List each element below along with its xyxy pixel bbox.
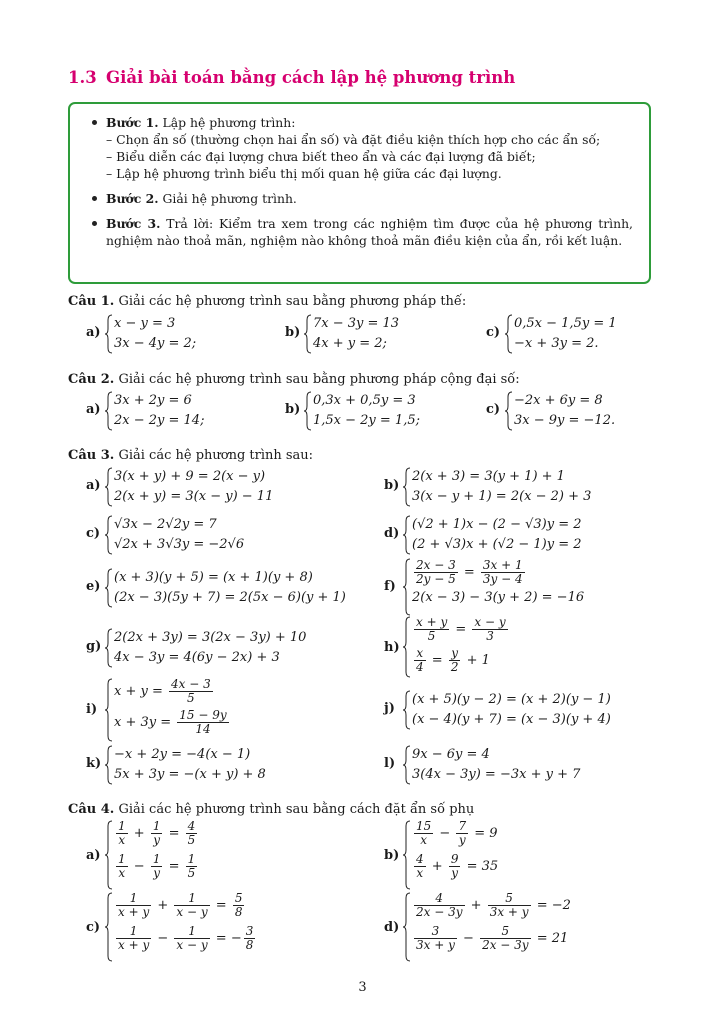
equation: (2x − 3)(5y + 7) = 2(5x − 6)(y + 1) — [114, 590, 346, 605]
equation-system — [104, 515, 244, 555]
equation-system — [104, 678, 231, 736]
step-1 — [106, 114, 633, 182]
denominator: y — [451, 866, 459, 880]
denominator: 8 — [234, 905, 243, 919]
operator: − — [439, 826, 451, 841]
item-letter: b) — [285, 325, 301, 340]
fraction — [449, 853, 461, 880]
page-number: 3 — [358, 980, 367, 995]
step-1-sub-1: – Chọn ẩn số (thường chọn hai ẩn số) và đặt điều kiện thích hợp cho các ẩn số; — [106, 132, 601, 147]
denominator: 14 — [195, 722, 211, 736]
denominator: x — [118, 866, 126, 880]
denominator: y — [458, 833, 466, 847]
operator: + — [157, 898, 169, 913]
numerator: 5 — [480, 925, 531, 939]
numerator: 3 — [245, 924, 254, 938]
equation-system — [402, 745, 580, 785]
equation: 2(x + y) = 3(x − y) − 11 — [114, 489, 274, 504]
equation-system: $\frac{15}{x}$ − $\frac{7}{y}$ = 9 $\frac{4}{x}$ + $\frac{9}{y}$ = 35 — [402, 820, 498, 880]
brace-icon — [104, 467, 113, 507]
item-letter: a) — [86, 325, 101, 340]
brace-icon — [402, 616, 411, 678]
fraction — [116, 892, 151, 919]
denominator: x — [416, 866, 424, 880]
equation: (2 + √3)x + (√2 − 1)y = 2 — [412, 537, 582, 552]
item-letter: b) — [285, 402, 301, 417]
denominator: 5 — [187, 866, 196, 880]
brace-icon — [104, 568, 113, 608]
item-letter: j) — [384, 701, 395, 716]
fraction — [414, 853, 426, 880]
item-letter: d) — [384, 526, 400, 541]
operator: − — [463, 931, 474, 946]
brace-icon — [402, 515, 411, 555]
numerator: 1 — [174, 925, 209, 939]
brace-icon — [504, 391, 513, 431]
fraction — [244, 925, 256, 952]
denominator: 2y − 5 — [416, 572, 456, 586]
numerator: 7 — [458, 819, 467, 833]
equation-system — [104, 467, 273, 507]
brace-icon — [104, 391, 113, 431]
brace-icon — [402, 745, 411, 785]
equation-system: $\frac{2x - 3}{2y - 5}$ = $\frac{3x + 1}{3y - 4}$ 2(x − 3) − 3(y + 2) = −16 — [402, 558, 584, 606]
denominator: 2x − 3y — [482, 938, 529, 952]
numerator: x — [414, 647, 426, 661]
brace-icon — [303, 314, 312, 354]
denominator: y — [153, 833, 161, 847]
item-letter: a) — [86, 402, 101, 417]
numerator: 1 — [118, 819, 126, 833]
equation: 0,5x − 1,5y = 1 — [514, 316, 617, 331]
section-title — [68, 68, 515, 87]
step-3-text: Trả lời: Kiểm tra xem trong các nghiệm tìm được của hệ phương trình, nghiệm nào thoả mãn, nghiệm nào không thoả mãn điều kiện của ẩn, rồi kết luận. — [106, 216, 633, 248]
operator: + — [133, 826, 145, 841]
operator: − — [157, 931, 169, 946]
brace-icon — [504, 314, 513, 354]
question-1-label: Câu 1. — [68, 294, 115, 309]
step-3-label: Bước 3. — [106, 216, 161, 231]
fraction — [414, 925, 457, 952]
denominator: x + y — [118, 938, 150, 952]
numerator: x − y — [474, 615, 506, 629]
fraction — [449, 647, 461, 674]
question-3-text: Giải các hệ phương trình sau: — [118, 448, 314, 463]
numerator: 1 — [174, 892, 209, 906]
equation: (x + 3)(y + 5) = (x + 1)(y + 8) — [114, 570, 313, 585]
brace-icon — [104, 820, 113, 890]
brace-icon — [402, 558, 411, 616]
item-letter: b) — [384, 848, 400, 863]
fraction — [116, 925, 151, 952]
equation: 2x − 2y = 14; — [114, 413, 205, 428]
numerator: y — [449, 647, 461, 661]
equation: (√2 + 1)x − (2 − √3)y = 2 — [412, 517, 582, 532]
fraction — [414, 559, 458, 586]
denominator: x − y — [176, 905, 208, 919]
steps-box — [68, 102, 651, 284]
item-letter: a) — [86, 478, 101, 493]
question-2-label: Câu 2. — [68, 372, 115, 387]
brace-icon — [402, 892, 411, 962]
equation: √3x − 2√2y = 7 — [114, 517, 217, 532]
equation: 4x + y = 2; — [313, 336, 387, 351]
item-letter: c) — [86, 920, 101, 935]
equation-system — [402, 690, 611, 730]
equation: 3x + 2y = 6 — [114, 393, 192, 408]
equation-system: $\frac{4}{2x - 3y}$ + $\frac{5}{3x + y}$ = −2 $\frac{3}{3x + y}$ − $\frac{5}{2x - 3y}$ = 21 — [402, 892, 571, 952]
numerator: 5 — [234, 891, 243, 905]
fraction — [488, 892, 531, 919]
brace-icon — [402, 690, 411, 730]
result: 9 — [489, 826, 498, 841]
item-letter: f) — [384, 579, 396, 594]
equation-system — [104, 391, 204, 431]
step-1-sub-3: – Lập hệ phương trình biểu thị mối quan hệ giữa các đại lượng. — [106, 166, 502, 181]
numerator: 3 — [414, 925, 457, 939]
brace-icon — [303, 391, 312, 431]
denominator: 5 — [187, 691, 195, 705]
numerator: 5 — [488, 892, 531, 906]
fraction — [414, 892, 465, 919]
equation: −x + 3y = 2. — [514, 336, 599, 351]
denominator: 8 — [245, 938, 254, 952]
brace-icon — [104, 678, 113, 742]
equation-system — [303, 391, 420, 431]
equation: 3(x − y + 1) = 2(x − 2) + 3 — [412, 489, 592, 504]
fraction — [233, 892, 245, 919]
item-letter: e) — [86, 579, 101, 594]
equation-system — [504, 314, 617, 354]
denominator: x − y — [176, 938, 208, 952]
section-number: 1.3 — [68, 68, 97, 87]
equation: (x − 4)(y + 7) = (x − 3)(y + 4) — [412, 712, 611, 727]
equation: −2x + 6y = 8 — [514, 393, 603, 408]
equation: 3x − 9y = −12. — [514, 413, 616, 428]
numerator: 4x − 3 — [171, 677, 211, 691]
equation-system — [104, 314, 196, 354]
brace-icon — [104, 892, 113, 962]
result: 21 — [551, 931, 569, 946]
numerator: 9 — [450, 852, 459, 866]
numerator: 1 — [116, 925, 151, 939]
section-title-text: Giải bài toán bằng cách lập hệ phương trình — [106, 68, 516, 87]
item-letter: c) — [486, 325, 501, 340]
equation: (x + 5)(y − 2) = (x + 2)(y − 1) — [412, 692, 611, 707]
equation-system — [104, 628, 306, 668]
equation-system — [402, 467, 591, 507]
brace-icon — [104, 515, 113, 555]
fraction — [116, 820, 128, 847]
brace-icon — [402, 467, 411, 507]
item-letter: d) — [384, 920, 400, 935]
denominator: 2x − 3y — [416, 905, 463, 919]
equation-system — [402, 515, 582, 555]
question-4-text: Giải các hệ phương trình sau bằng cách đặt ẩn số phụ — [118, 802, 475, 817]
equation: x − y = 3 — [114, 316, 176, 331]
brace-icon — [402, 820, 411, 890]
brace-icon — [104, 628, 113, 668]
item-letter: l) — [384, 756, 396, 771]
denominator: 3x + y — [489, 905, 529, 919]
equation-system — [104, 745, 266, 785]
denominator: 5 — [427, 629, 436, 643]
step-1-label: Bước 1. — [106, 115, 159, 130]
item-letter: i) — [86, 702, 98, 717]
fraction — [414, 820, 433, 847]
fraction — [151, 853, 163, 880]
numerator: 4 — [416, 852, 424, 866]
step-1-sub-2: – Biểu diễn các đại lượng chưa biết theo ẩn và các đại lượng đã biết; — [106, 149, 536, 164]
brace-icon — [104, 745, 113, 785]
equation: 2(x − 3) − 3(y + 2) = −16 — [412, 590, 585, 605]
fraction — [481, 559, 525, 586]
numerator: 3x + 1 — [482, 558, 523, 572]
denominator: x — [118, 833, 126, 847]
equation: 0,3x + 0,5y = 3 — [313, 393, 416, 408]
denominator: y — [153, 866, 161, 880]
equation-lhs: x + y = — [114, 684, 163, 699]
step-3 — [106, 215, 633, 249]
step-2 — [106, 190, 633, 207]
numerator: 1 — [116, 892, 151, 906]
item-letter: c) — [486, 402, 501, 417]
question-2-text: Giải các hệ phương trình sau bằng phương pháp cộng đại số: — [118, 372, 520, 387]
numerator: 1 — [152, 819, 161, 833]
denominator: 4 — [416, 660, 424, 674]
item-letter: a) — [86, 848, 101, 863]
item-letter: b) — [384, 478, 400, 493]
question-1-text: Giải các hệ phương trình sau bằng phương pháp thế: — [118, 294, 467, 309]
equation-system — [303, 314, 399, 354]
numerator: 4 — [414, 892, 465, 906]
question-3-label: Câu 3. — [68, 448, 115, 463]
equation-tail: + 1 — [466, 653, 490, 668]
equation: 4x − 3y = 4(6y − 2x) + 3 — [114, 650, 280, 665]
equation-system: $\frac{1}{x + y}$ + $\frac{1}{x - y}$ = $\frac{5}{8}$ $\frac{1}{x + y}$ − $\frac{1}{x - y}$ = − $\frac{3}{8}$ — [104, 892, 257, 952]
fraction — [174, 925, 209, 952]
equation-system: $\frac{x + y}{5}$ = $\frac{x - y}{3}$ $\frac{x}{4}$ = $\frac{y}{2}$ + 1 — [402, 616, 510, 674]
fraction — [472, 616, 507, 643]
fraction — [186, 820, 198, 847]
equation: 3(4x − 3y) = −3x + y + 7 — [412, 767, 581, 782]
denominator: 2 — [450, 660, 459, 674]
result: 35 — [481, 859, 499, 874]
numerator: 2x − 3 — [416, 558, 456, 572]
equation-system: $\frac{1}{x}$ + $\frac{1}{y}$ = $\frac{4}{5}$ $\frac{1}{x}$ − $\frac{1}{y}$ = $\frac{1}{5}$ — [104, 820, 199, 880]
item-letter: h) — [384, 640, 400, 655]
numerator: 1 — [118, 852, 126, 866]
fraction — [169, 678, 213, 705]
fraction — [186, 853, 198, 880]
numerator: 4 — [187, 819, 196, 833]
question-1-title — [68, 294, 466, 309]
denominator: 3y − 4 — [482, 572, 523, 586]
question-4-title — [68, 802, 474, 817]
equation: 1,5x − 2y = 1,5; — [313, 413, 420, 428]
equation-system — [104, 568, 346, 608]
operator: − — [230, 931, 242, 946]
question-4-label: Câu 4. — [68, 802, 115, 817]
numerator: 15 — [416, 819, 432, 833]
item-letter: c) — [86, 526, 101, 541]
denominator: 3x + y — [416, 938, 455, 952]
fraction — [116, 853, 128, 880]
equation: 5x + 3y = −(x + y) + 8 — [114, 767, 266, 782]
denominator: 3 — [486, 629, 494, 643]
equation: −x + 2y = −4(x − 1) — [114, 747, 251, 762]
numerator: 1 — [152, 852, 161, 866]
equation: 3(x + y) + 9 = 2(x − y) — [114, 469, 266, 484]
item-letter: k) — [86, 756, 102, 771]
fraction — [151, 820, 163, 847]
operator: + — [470, 898, 482, 913]
step-2-text: Giải hệ phương trình. — [162, 191, 297, 206]
fraction — [414, 616, 449, 643]
equation-system — [504, 391, 615, 431]
question-2-title — [68, 372, 520, 387]
result: −2 — [551, 898, 571, 913]
step-1-text: Lập hệ phương trình: — [162, 115, 296, 130]
equation: 2(2x + 3y) = 3(2x − 3y) + 10 — [114, 630, 307, 645]
fraction — [177, 709, 228, 736]
fraction — [456, 820, 468, 847]
numerator: 1 — [187, 852, 196, 866]
fraction — [480, 925, 531, 952]
step-2-label: Bước 2. — [106, 191, 159, 206]
denominator: 5 — [187, 833, 196, 847]
item-letter: g) — [86, 639, 102, 654]
denominator: x + y — [118, 905, 150, 919]
equation-lhs: x + 3y = — [114, 715, 172, 730]
numerator: 15 − 9y — [179, 708, 227, 722]
equation: 3x − 4y = 2; — [114, 336, 197, 351]
equation: 9x − 6y = 4 — [412, 747, 490, 762]
operator: + — [431, 859, 443, 874]
equation: 7x − 3y = 13 — [313, 316, 400, 331]
denominator: x — [420, 833, 428, 847]
question-3-title — [68, 448, 313, 463]
equation: √2x + 3√3y = −2√6 — [114, 537, 245, 552]
numerator: x + y — [416, 615, 448, 629]
fraction — [174, 892, 209, 919]
fraction — [414, 647, 426, 674]
brace-icon — [104, 314, 113, 354]
operator: − — [133, 859, 145, 874]
equation: 2(x + 3) = 3(y + 1) + 1 — [412, 469, 565, 484]
